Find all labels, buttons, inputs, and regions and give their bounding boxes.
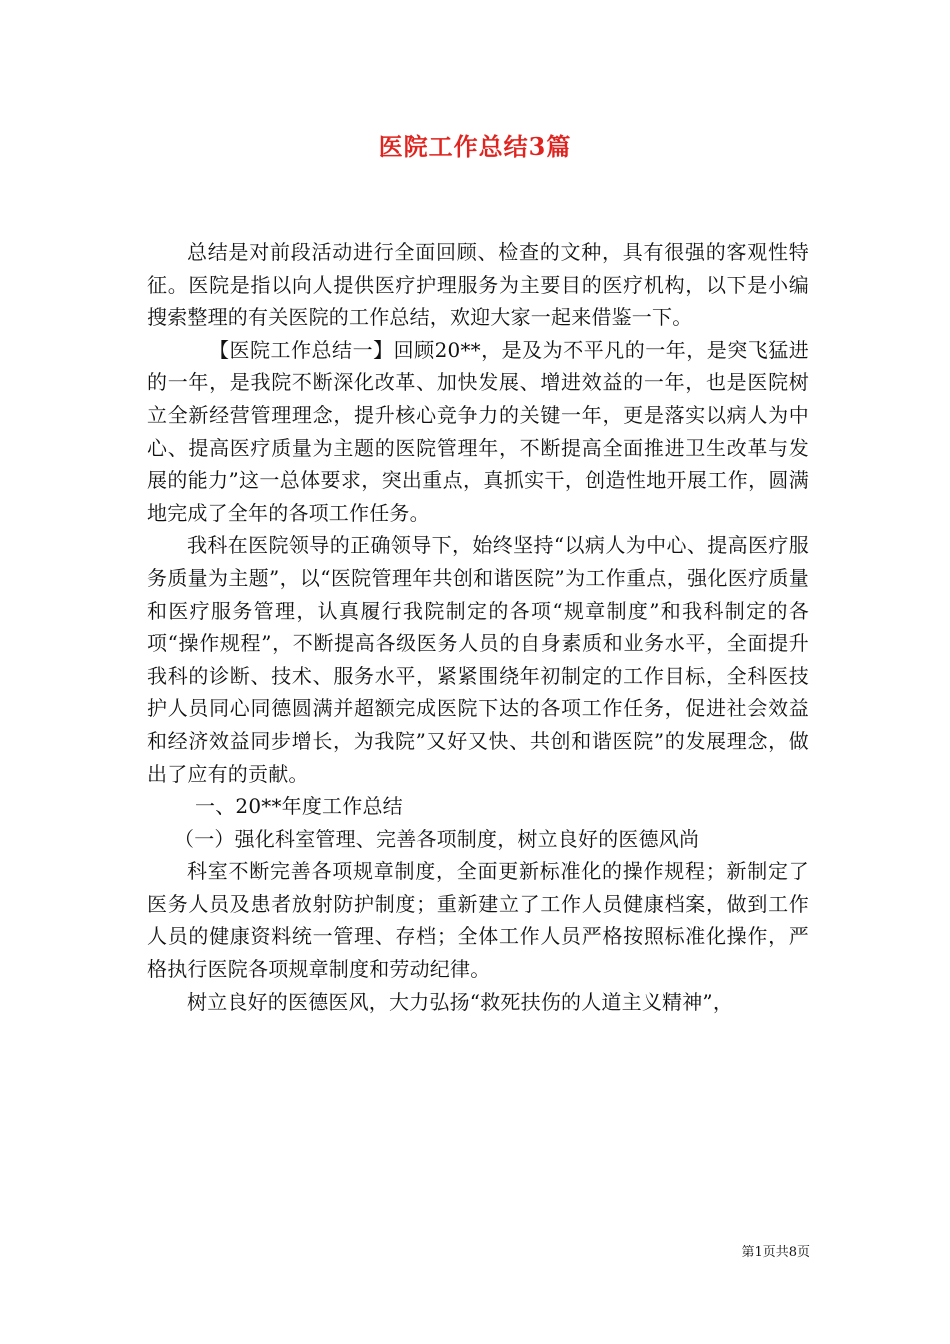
document-body <box>147 236 809 1018</box>
management-paragraph: 科室不断完善各项规章制度，全面更新标准化的操作规程；新制定了医务人员及患者放射防护制度；重新建立了工作人员健康档案，做到工作人员的健康资料统一管理、存档；全体工作人员严格按照标准化操作，严格执行医院各项规章制度和劳动纪律。 <box>147 859 809 982</box>
subsection-heading: （一）强化科室管理、完善各项制度，树立良好的医德风尚 <box>174 826 700 851</box>
page-title: 医院工作总结3篇 <box>378 132 572 161</box>
summary-one-paragraph: 【医院工作总结一】回顾20**，是及为不平凡的一年，是突飞猛进的一年，是我院不断深化改革、加快发展、增进效益的一年，也是医院树立全新经营管理理念，提升核心竞争力的关键一年，更是落实以病人为中心、提高医疗质量为主题的医院管理年，不断提高全面推进卫生改革与发展的能力”这一总体要求，突出重点，真抓实干，创造性地开展工作，圆满地完成了全年的各项工作任务。 <box>147 337 809 525</box>
ethics-paragraph: 树立良好的医德医风，大力弘扬“救死扶伤的人道主义精神”， <box>187 989 734 1014</box>
page-number: 第1页共8页 <box>741 1245 810 1260</box>
department-paragraph: 我科在医院领导的正确领导下，始终坚持“以病人为中心、提高医疗服务质量为主题”，以“医院管理年共创和谐医院”为工作重点，强化医疗质量和医疗服务管理，认真履行我院制定的各项“规章制度”和我科制定的各项“操作规程”，不断提高各级医务人员的自身素质和业务水平，全面提升我科的诊断、技术、服务水平，紧紧围绕年初制定的工作目标，全科医技护人员同心同德圆满并超额完成医院下达的各项工作任务，促进社会效益和经济效益同步增长，为我院”又好又快、共创和谐医院”的发展理念，做出了应有的贡献。 <box>147 533 809 786</box>
intro-paragraph: 总结是对前段活动进行全面回顾、检查的文种，具有很强的客观性特征。医院是指以向人提供医疗护理服务为主要目的医疗机构，以下是小编搜索整理的有关医院的工作总结，欢迎大家一起来借鉴一下。 <box>147 240 809 330</box>
section-heading: 一、20**年度工作总结 <box>195 794 403 819</box>
